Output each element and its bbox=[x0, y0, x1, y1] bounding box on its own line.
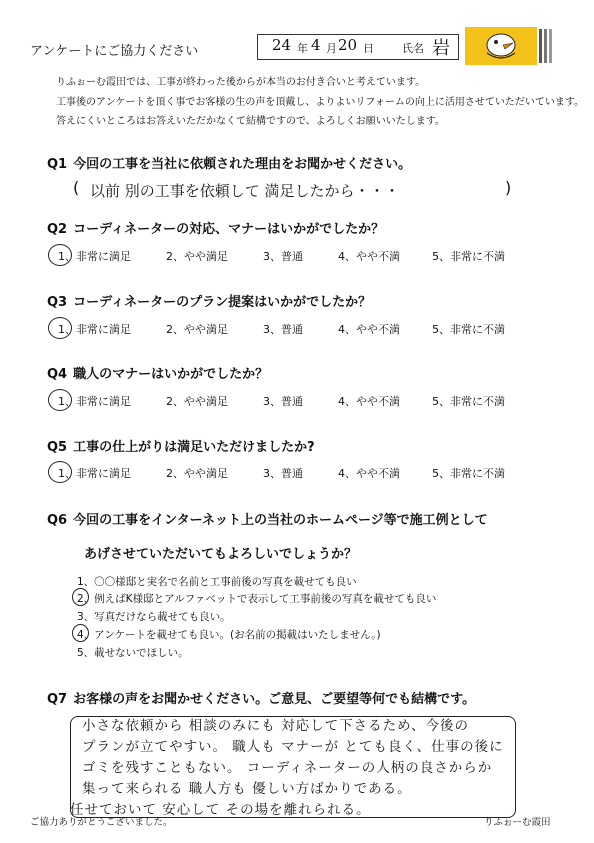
intro-line: 答えにくいところはお答えいただかなくて結構ですので、よろしくお願いいたします。 bbox=[56, 116, 445, 127]
q2-option[interactable]: 4、やや不満 bbox=[338, 250, 400, 263]
date-month: 4 bbox=[311, 36, 321, 54]
q6-option[interactable]: 3、写真だけなら載せても良い。 bbox=[77, 611, 231, 623]
q2-heading bbox=[47, 218, 384, 237]
q7-answer-line: 集って来られる 職人方も 優しい方ばかりである。 bbox=[82, 781, 412, 797]
q5-option[interactable]: 5、非常に不満 bbox=[432, 467, 505, 480]
q3-option[interactable]: 1、非常に満足 bbox=[58, 323, 131, 336]
date-day-label: 日 bbox=[363, 42, 374, 55]
q6-text-cont: あげさせていただいてもよろしいでしょうか？ bbox=[84, 547, 358, 562]
date-month-label: 月 bbox=[326, 42, 337, 55]
form-title: アンケートにご協力ください bbox=[30, 44, 199, 59]
q2-text: コーディネーターの対応、マナーはいかがでしたか？ bbox=[73, 222, 385, 237]
q1-paren-open: ( bbox=[73, 178, 80, 197]
q1-text: 今回の工事を当社に依頼された理由をお聞かせください。 bbox=[73, 157, 412, 172]
footer-company: りふぉーむ霞田 bbox=[484, 817, 551, 828]
q2-option[interactable]: 3、普通 bbox=[263, 250, 303, 263]
name-value: 岩 bbox=[432, 38, 450, 59]
q6-option[interactable]: 5、載せないでほしい。 bbox=[77, 647, 189, 659]
q7-text: お客様の声をお聞かせください。ご意見、ご要望等何でも結構です。 bbox=[73, 692, 476, 707]
date-year: 24 bbox=[272, 36, 292, 54]
q5-option[interactable]: 2、やや満足 bbox=[166, 467, 228, 480]
q7-answer-line: 小さな依頼から 相談のみにも 対応して下さるため、今後の bbox=[82, 718, 470, 734]
q7-answer-line: 任せておいて 安心して その場を離れられる。 bbox=[70, 802, 371, 818]
q4-option[interactable]: 1、非常に満足 bbox=[58, 395, 131, 408]
q6-number: Q6 bbox=[47, 513, 68, 528]
q3-option[interactable]: 5、非常に不満 bbox=[432, 323, 505, 336]
q5-option[interactable]: 4、やや不満 bbox=[338, 467, 400, 480]
q3-option[interactable]: 4、やや不満 bbox=[338, 323, 400, 336]
name-label: 氏名 bbox=[402, 42, 424, 55]
q1-answer: 以前 別の工事を依頼して 満足したから・・・ bbox=[90, 182, 400, 200]
q6-option[interactable]: 2、例えばK様邸とアルファベットで表示して工事前後の写真を載せても良い bbox=[77, 593, 437, 605]
q5-option[interactable]: 1、非常に満足 bbox=[58, 467, 131, 480]
intro-line: 工事後のアンケートを頂く事でお客様の生の声を頂戴し、よりよいリフォームの向上に活用させていただいています。 bbox=[56, 97, 585, 108]
q5-number: Q5 bbox=[47, 440, 68, 455]
q4-option[interactable]: 4、やや不満 bbox=[338, 395, 400, 408]
q1-number: Q1 bbox=[47, 157, 68, 172]
q4-option[interactable]: 3、普通 bbox=[263, 395, 303, 408]
q3-heading bbox=[47, 291, 371, 310]
q2-option[interactable]: 1、非常に満足 bbox=[58, 250, 131, 263]
q7-heading bbox=[47, 688, 475, 707]
q4-option[interactable]: 5、非常に不満 bbox=[432, 395, 505, 408]
q3-number: Q3 bbox=[47, 295, 68, 310]
q2-number: Q2 bbox=[47, 222, 68, 237]
q7-number: Q7 bbox=[47, 692, 68, 707]
date-year-label: 年 bbox=[297, 42, 308, 55]
date-day: 20 bbox=[338, 36, 358, 54]
q3-option[interactable]: 3、普通 bbox=[263, 323, 303, 336]
q1-heading bbox=[47, 153, 411, 172]
q4-number: Q4 bbox=[47, 367, 68, 382]
q4-option[interactable]: 2、やや満足 bbox=[166, 395, 228, 408]
footer-thanks: ご協力ありがとうございました。 bbox=[30, 817, 173, 828]
q7-answer-line: プランが立てやすい。 職人も マナーが とても良く、仕事の後に bbox=[82, 739, 504, 755]
q3-text: コーディネーターのプラン提案はいかがでしたか？ bbox=[73, 295, 372, 310]
intro-line: りふぉーむ霞田では、工事が終わった後からが本当のお付き合いと考えています。 bbox=[56, 77, 426, 88]
q6-option[interactable]: 4、アンケートを載せても良い。(お名前の掲載はいたしません。) bbox=[77, 629, 381, 641]
q4-text: 職人のマナーはいかがでしたか？ bbox=[73, 367, 269, 382]
q4-heading bbox=[47, 363, 268, 382]
q7-answer-line: ゴミを残すこともない。 コーディネーターの人柄の良さからか bbox=[82, 760, 493, 776]
q1-paren-close: ) bbox=[505, 178, 512, 197]
q5-heading bbox=[47, 436, 315, 455]
q6-heading bbox=[47, 509, 488, 528]
q5-text: 工事の仕上がりは満足いただけましたか? bbox=[73, 440, 315, 455]
q2-option[interactable]: 2、やや満足 bbox=[166, 250, 228, 263]
q6-option[interactable]: 1、〇〇様邸と実名で名前と工事前後の写真を載せても良い bbox=[77, 576, 357, 588]
q5-option[interactable]: 3、普通 bbox=[263, 467, 303, 480]
q6-text: 今回の工事をインターネット上の当社のホームページ等で施工例として bbox=[73, 513, 488, 528]
q2-option[interactable]: 5、非常に不満 bbox=[432, 250, 505, 263]
company-logo-icon bbox=[465, 27, 557, 65]
q3-option[interactable]: 2、やや満足 bbox=[166, 323, 228, 336]
